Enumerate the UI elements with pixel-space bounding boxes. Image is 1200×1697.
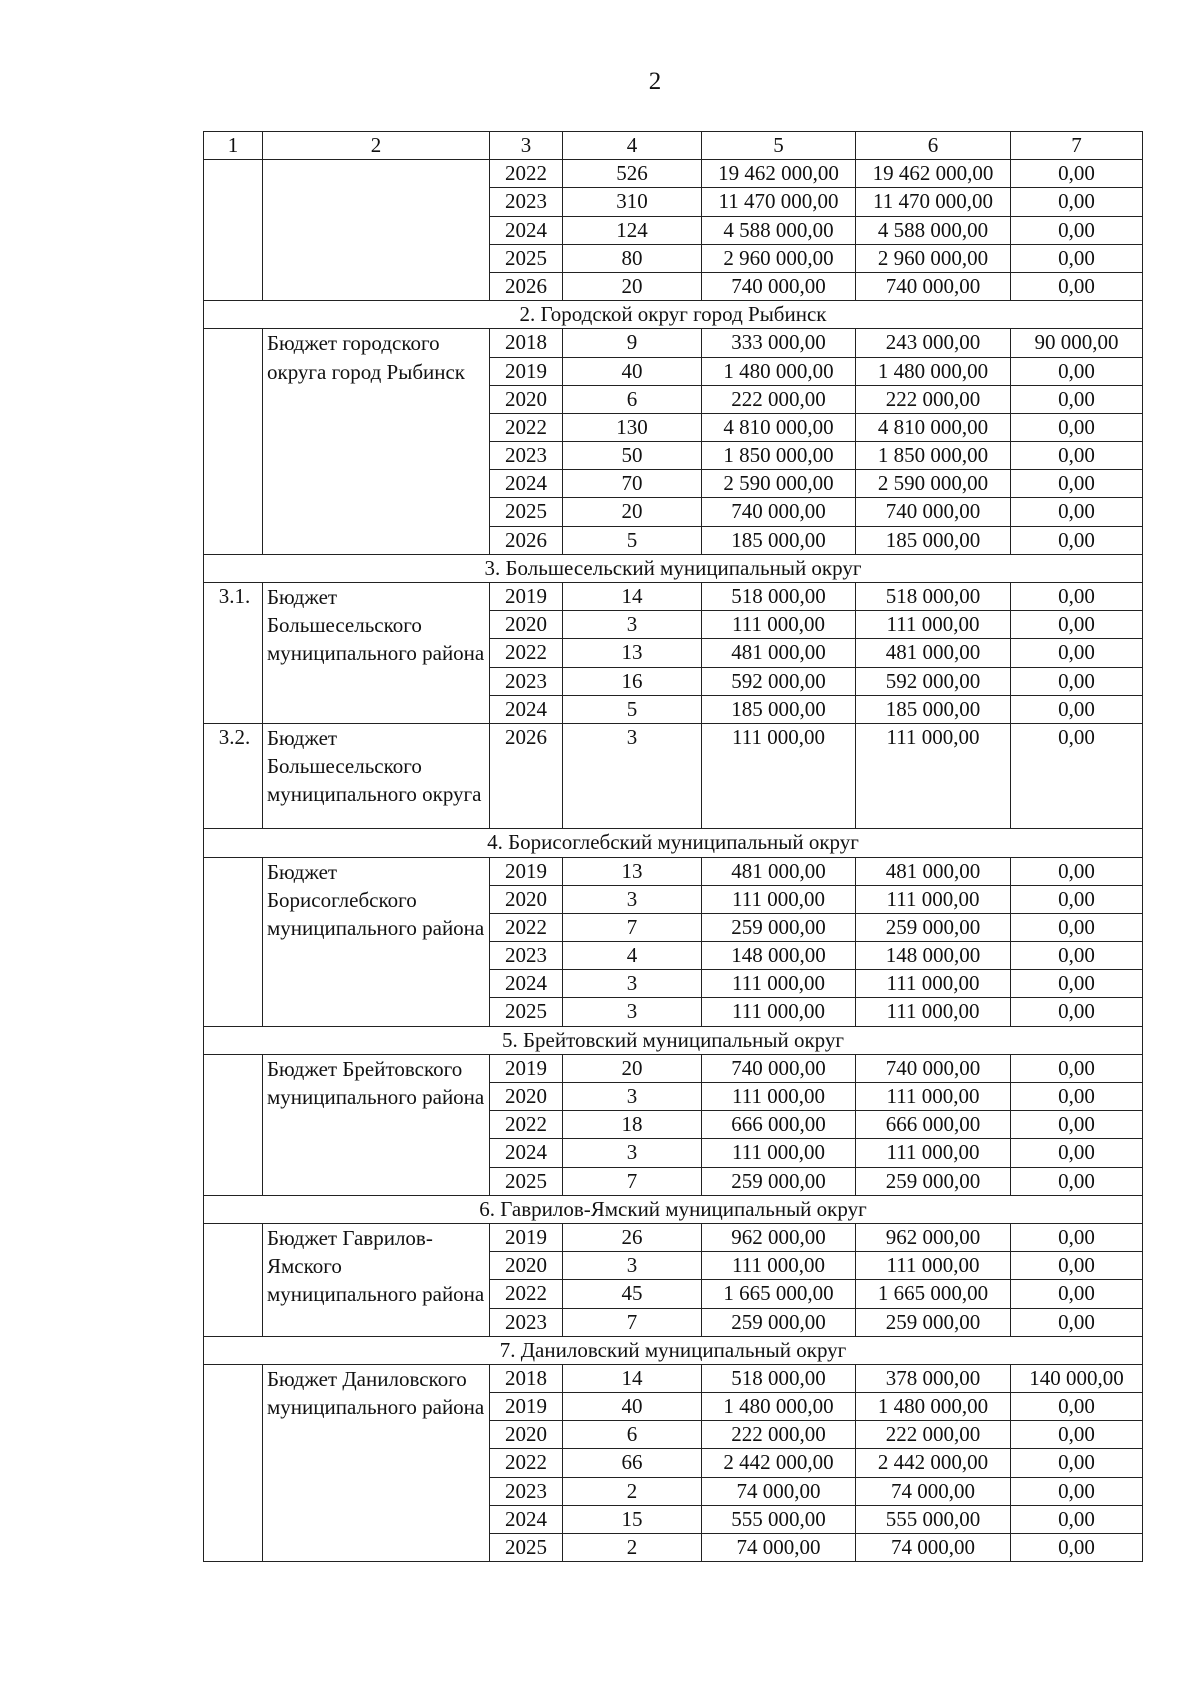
count-cell: 9: [563, 329, 702, 357]
year-cell: 2025: [490, 1534, 563, 1562]
local-amount-cell: 0,00: [1011, 1223, 1143, 1251]
budget-name: Бюджет Большесельского муниципального района: [263, 583, 490, 724]
count-cell: 40: [563, 357, 702, 385]
total-amount-cell: 11 470 000,00: [702, 188, 856, 216]
year-cell: 2023: [490, 1477, 563, 1505]
count-cell: 18: [563, 1111, 702, 1139]
header-cell: 7: [1011, 132, 1143, 160]
local-amount-cell: 0,00: [1011, 723, 1143, 828]
section-row: [204, 1026, 1143, 1054]
regional-amount-cell: 19 462 000,00: [856, 160, 1011, 188]
year-cell: 2024: [490, 695, 563, 723]
count-cell: 66: [563, 1449, 702, 1477]
year-cell: 2024: [490, 470, 563, 498]
regional-amount-cell: 111 000,00: [856, 1083, 1011, 1111]
table-body: [204, 160, 1143, 1562]
year-cell: 2022: [490, 413, 563, 441]
total-amount-cell: 1 850 000,00: [702, 442, 856, 470]
section-row: [204, 829, 1143, 857]
count-cell: 3: [563, 970, 702, 998]
year-cell: 2025: [490, 1167, 563, 1195]
total-amount-cell: 111 000,00: [702, 998, 856, 1026]
count-cell: 6: [563, 1421, 702, 1449]
count-cell: 20: [563, 272, 702, 300]
total-amount-cell: 518 000,00: [702, 583, 856, 611]
count-cell: 4: [563, 942, 702, 970]
count-cell: 526: [563, 160, 702, 188]
total-amount-cell: 740 000,00: [702, 272, 856, 300]
regional-amount-cell: 1 480 000,00: [856, 357, 1011, 385]
local-amount-cell: 0,00: [1011, 611, 1143, 639]
regional-amount-cell: 2 442 000,00: [856, 1449, 1011, 1477]
header-cell: 1: [204, 132, 263, 160]
regional-amount-cell: 185 000,00: [856, 526, 1011, 554]
total-amount-cell: 481 000,00: [702, 639, 856, 667]
local-amount-cell: 0,00: [1011, 357, 1143, 385]
regional-amount-cell: 259 000,00: [856, 1167, 1011, 1195]
regional-amount-cell: 378 000,00: [856, 1364, 1011, 1392]
table-row: [204, 1364, 1143, 1392]
local-amount-cell: 0,00: [1011, 913, 1143, 941]
local-amount-cell: 0,00: [1011, 470, 1143, 498]
count-cell: 3: [563, 885, 702, 913]
count-cell: 7: [563, 1167, 702, 1195]
total-amount-cell: 111 000,00: [702, 611, 856, 639]
year-cell: 2026: [490, 526, 563, 554]
count-cell: 5: [563, 526, 702, 554]
regional-amount-cell: 74 000,00: [856, 1534, 1011, 1562]
count-cell: 124: [563, 216, 702, 244]
total-amount-cell: 185 000,00: [702, 695, 856, 723]
local-amount-cell: 0,00: [1011, 583, 1143, 611]
header-cell: 3: [490, 132, 563, 160]
budget-name: Бюджет Большесельского муниципального округа: [263, 723, 490, 828]
budget-table: [203, 131, 1143, 1562]
item-number: [204, 329, 263, 555]
header-cell: 2: [263, 132, 490, 160]
regional-amount-cell: 1 480 000,00: [856, 1393, 1011, 1421]
year-cell: 2022: [490, 639, 563, 667]
local-amount-cell: 0,00: [1011, 695, 1143, 723]
local-amount-cell: 0,00: [1011, 1252, 1143, 1280]
local-amount-cell: 0,00: [1011, 413, 1143, 441]
total-amount-cell: 1 480 000,00: [702, 357, 856, 385]
regional-amount-cell: 555 000,00: [856, 1505, 1011, 1533]
count-cell: 20: [563, 1054, 702, 1082]
local-amount-cell: 0,00: [1011, 160, 1143, 188]
count-cell: 14: [563, 1364, 702, 1392]
regional-amount-cell: 148 000,00: [856, 942, 1011, 970]
local-amount-cell: 0,00: [1011, 498, 1143, 526]
section-title: 3. Большесельский муниципальный округ: [204, 554, 1143, 582]
local-amount-cell: 0,00: [1011, 1083, 1143, 1111]
year-cell: 2023: [490, 188, 563, 216]
total-amount-cell: 259 000,00: [702, 1308, 856, 1336]
count-cell: 3: [563, 1252, 702, 1280]
total-amount-cell: 4 588 000,00: [702, 216, 856, 244]
regional-amount-cell: 259 000,00: [856, 1308, 1011, 1336]
regional-amount-cell: 111 000,00: [856, 1139, 1011, 1167]
total-amount-cell: 19 462 000,00: [702, 160, 856, 188]
regional-amount-cell: 111 000,00: [856, 1252, 1011, 1280]
local-amount-cell: 90 000,00: [1011, 329, 1143, 357]
year-cell: 2020: [490, 385, 563, 413]
regional-amount-cell: 592 000,00: [856, 667, 1011, 695]
count-cell: 3: [563, 1139, 702, 1167]
local-amount-cell: 0,00: [1011, 667, 1143, 695]
count-cell: 6: [563, 385, 702, 413]
count-cell: 2: [563, 1477, 702, 1505]
count-cell: 3: [563, 723, 702, 828]
regional-amount-cell: 481 000,00: [856, 857, 1011, 885]
section-title: 2. Городской округ город Рыбинск: [204, 301, 1143, 329]
regional-amount-cell: 74 000,00: [856, 1477, 1011, 1505]
local-amount-cell: 0,00: [1011, 857, 1143, 885]
regional-amount-cell: 4 810 000,00: [856, 413, 1011, 441]
year-cell: 2020: [490, 1252, 563, 1280]
regional-amount-cell: 4 588 000,00: [856, 216, 1011, 244]
header-cell: 6: [856, 132, 1011, 160]
table-row: [204, 583, 1143, 611]
year-cell: 2022: [490, 1111, 563, 1139]
local-amount-cell: 0,00: [1011, 216, 1143, 244]
local-amount-cell: 0,00: [1011, 1449, 1143, 1477]
regional-amount-cell: 259 000,00: [856, 913, 1011, 941]
count-cell: 80: [563, 244, 702, 272]
count-cell: 13: [563, 639, 702, 667]
local-amount-cell: 140 000,00: [1011, 1364, 1143, 1392]
total-amount-cell: 1 480 000,00: [702, 1393, 856, 1421]
total-amount-cell: 111 000,00: [702, 723, 856, 828]
year-cell: 2026: [490, 272, 563, 300]
count-cell: 3: [563, 1083, 702, 1111]
count-cell: 15: [563, 1505, 702, 1533]
year-cell: 2022: [490, 1280, 563, 1308]
section-row: [204, 554, 1143, 582]
local-amount-cell: 0,00: [1011, 385, 1143, 413]
table-row: [204, 723, 1143, 828]
total-amount-cell: 111 000,00: [702, 1139, 856, 1167]
year-cell: 2020: [490, 885, 563, 913]
total-amount-cell: 111 000,00: [702, 885, 856, 913]
item-number: [204, 160, 263, 301]
table-row: [204, 160, 1143, 188]
year-cell: 2023: [490, 442, 563, 470]
year-cell: 2019: [490, 583, 563, 611]
regional-amount-cell: 243 000,00: [856, 329, 1011, 357]
year-cell: 2022: [490, 160, 563, 188]
regional-amount-cell: 2 960 000,00: [856, 244, 1011, 272]
regional-amount-cell: 740 000,00: [856, 498, 1011, 526]
local-amount-cell: 0,00: [1011, 1393, 1143, 1421]
year-cell: 2019: [490, 857, 563, 885]
item-number: 3.1.: [204, 583, 263, 724]
total-amount-cell: 518 000,00: [702, 1364, 856, 1392]
local-amount-cell: 0,00: [1011, 1111, 1143, 1139]
regional-amount-cell: 518 000,00: [856, 583, 1011, 611]
table-row: [204, 1223, 1143, 1251]
local-amount-cell: 0,00: [1011, 885, 1143, 913]
regional-amount-cell: 111 000,00: [856, 723, 1011, 828]
year-cell: 2022: [490, 913, 563, 941]
count-cell: 26: [563, 1223, 702, 1251]
total-amount-cell: 555 000,00: [702, 1505, 856, 1533]
count-cell: 14: [563, 583, 702, 611]
year-cell: 2024: [490, 1139, 563, 1167]
header-cell: 4: [563, 132, 702, 160]
year-cell: 2019: [490, 1223, 563, 1251]
total-amount-cell: 185 000,00: [702, 526, 856, 554]
item-number: 3.2.: [204, 723, 263, 828]
local-amount-cell: 0,00: [1011, 639, 1143, 667]
regional-amount-cell: 2 590 000,00: [856, 470, 1011, 498]
year-cell: 2025: [490, 998, 563, 1026]
regional-amount-cell: 481 000,00: [856, 639, 1011, 667]
count-cell: 13: [563, 857, 702, 885]
regional-amount-cell: 111 000,00: [856, 970, 1011, 998]
item-number: [204, 857, 263, 1026]
regional-amount-cell: 740 000,00: [856, 1054, 1011, 1082]
total-amount-cell: 259 000,00: [702, 913, 856, 941]
total-amount-cell: 2 590 000,00: [702, 470, 856, 498]
total-amount-cell: 2 960 000,00: [702, 244, 856, 272]
local-amount-cell: 0,00: [1011, 1505, 1143, 1533]
section-title: 4. Борисоглебский муниципальный округ: [204, 829, 1143, 857]
local-amount-cell: 0,00: [1011, 1477, 1143, 1505]
regional-amount-cell: 740 000,00: [856, 272, 1011, 300]
count-cell: 20: [563, 498, 702, 526]
section-title: 7. Даниловский муниципальный округ: [204, 1336, 1143, 1364]
regional-amount-cell: 111 000,00: [856, 885, 1011, 913]
regional-amount-cell: 185 000,00: [856, 695, 1011, 723]
total-amount-cell: 259 000,00: [702, 1167, 856, 1195]
local-amount-cell: 0,00: [1011, 1280, 1143, 1308]
local-amount-cell: 0,00: [1011, 188, 1143, 216]
year-cell: 2025: [490, 498, 563, 526]
header-row: [204, 132, 1143, 160]
budget-name: [263, 160, 490, 301]
count-cell: 310: [563, 188, 702, 216]
local-amount-cell: 0,00: [1011, 942, 1143, 970]
total-amount-cell: 4 810 000,00: [702, 413, 856, 441]
count-cell: 16: [563, 667, 702, 695]
regional-amount-cell: 111 000,00: [856, 998, 1011, 1026]
count-cell: 130: [563, 413, 702, 441]
year-cell: 2026: [490, 723, 563, 828]
total-amount-cell: 740 000,00: [702, 498, 856, 526]
header-cell: 5: [702, 132, 856, 160]
count-cell: 70: [563, 470, 702, 498]
section-row: [204, 1195, 1143, 1223]
total-amount-cell: 666 000,00: [702, 1111, 856, 1139]
item-number: [204, 1364, 263, 1561]
regional-amount-cell: 666 000,00: [856, 1111, 1011, 1139]
section-row: [204, 1336, 1143, 1364]
local-amount-cell: 0,00: [1011, 1534, 1143, 1562]
year-cell: 2020: [490, 611, 563, 639]
total-amount-cell: 222 000,00: [702, 385, 856, 413]
year-cell: 2025: [490, 244, 563, 272]
local-amount-cell: 0,00: [1011, 526, 1143, 554]
budget-name: Бюджет Брейтовского муниципального района: [263, 1054, 490, 1195]
total-amount-cell: 148 000,00: [702, 942, 856, 970]
year-cell: 2023: [490, 942, 563, 970]
regional-amount-cell: 1 850 000,00: [856, 442, 1011, 470]
local-amount-cell: 0,00: [1011, 998, 1143, 1026]
count-cell: 2: [563, 1534, 702, 1562]
count-cell: 5: [563, 695, 702, 723]
total-amount-cell: 74 000,00: [702, 1477, 856, 1505]
budget-name: Бюджет Борисоглебского муниципального района: [263, 857, 490, 1026]
total-amount-cell: 592 000,00: [702, 667, 856, 695]
total-amount-cell: 111 000,00: [702, 1083, 856, 1111]
table-row: [204, 329, 1143, 357]
count-cell: 3: [563, 611, 702, 639]
local-amount-cell: 0,00: [1011, 244, 1143, 272]
year-cell: 2018: [490, 1364, 563, 1392]
year-cell: 2024: [490, 216, 563, 244]
section-row: [204, 301, 1143, 329]
regional-amount-cell: 11 470 000,00: [856, 188, 1011, 216]
local-amount-cell: 0,00: [1011, 272, 1143, 300]
year-cell: 2024: [490, 1505, 563, 1533]
year-cell: 2022: [490, 1449, 563, 1477]
year-cell: 2018: [490, 329, 563, 357]
count-cell: 7: [563, 913, 702, 941]
year-cell: 2019: [490, 1393, 563, 1421]
section-title: 6. Гаврилов-Ямский муниципальный округ: [204, 1195, 1143, 1223]
local-amount-cell: 0,00: [1011, 1139, 1143, 1167]
total-amount-cell: 740 000,00: [702, 1054, 856, 1082]
page-number: 2: [648, 68, 662, 95]
year-cell: 2023: [490, 667, 563, 695]
regional-amount-cell: 1 665 000,00: [856, 1280, 1011, 1308]
total-amount-cell: 2 442 000,00: [702, 1449, 856, 1477]
count-cell: 7: [563, 1308, 702, 1336]
year-cell: 2020: [490, 1421, 563, 1449]
budget-name: Бюджет Даниловского муниципального района: [263, 1364, 490, 1561]
table-row: [204, 1054, 1143, 1082]
local-amount-cell: 0,00: [1011, 1054, 1143, 1082]
local-amount-cell: 0,00: [1011, 1421, 1143, 1449]
regional-amount-cell: 111 000,00: [856, 611, 1011, 639]
total-amount-cell: 333 000,00: [702, 329, 856, 357]
regional-amount-cell: 222 000,00: [856, 1421, 1011, 1449]
total-amount-cell: 111 000,00: [702, 970, 856, 998]
year-cell: 2024: [490, 970, 563, 998]
year-cell: 2019: [490, 357, 563, 385]
item-number: [204, 1223, 263, 1336]
local-amount-cell: 0,00: [1011, 442, 1143, 470]
total-amount-cell: 222 000,00: [702, 1421, 856, 1449]
total-amount-cell: 962 000,00: [702, 1223, 856, 1251]
count-cell: 50: [563, 442, 702, 470]
total-amount-cell: 111 000,00: [702, 1252, 856, 1280]
year-cell: 2020: [490, 1083, 563, 1111]
count-cell: 3: [563, 998, 702, 1026]
local-amount-cell: 0,00: [1011, 1167, 1143, 1195]
budget-name: Бюджет Гаврилов-Ямского муниципального района: [263, 1223, 490, 1336]
table-row: [204, 857, 1143, 885]
section-title: 5. Брейтовский муниципальный округ: [204, 1026, 1143, 1054]
item-number: [204, 1054, 263, 1195]
year-cell: 2019: [490, 1054, 563, 1082]
total-amount-cell: 1 665 000,00: [702, 1280, 856, 1308]
count-cell: 40: [563, 1393, 702, 1421]
regional-amount-cell: 962 000,00: [856, 1223, 1011, 1251]
budget-name: Бюджет городского округа город Рыбинск: [263, 329, 490, 555]
local-amount-cell: 0,00: [1011, 1308, 1143, 1336]
year-cell: 2023: [490, 1308, 563, 1336]
count-cell: 45: [563, 1280, 702, 1308]
total-amount-cell: 481 000,00: [702, 857, 856, 885]
total-amount-cell: 74 000,00: [702, 1534, 856, 1562]
regional-amount-cell: 222 000,00: [856, 385, 1011, 413]
local-amount-cell: 0,00: [1011, 970, 1143, 998]
